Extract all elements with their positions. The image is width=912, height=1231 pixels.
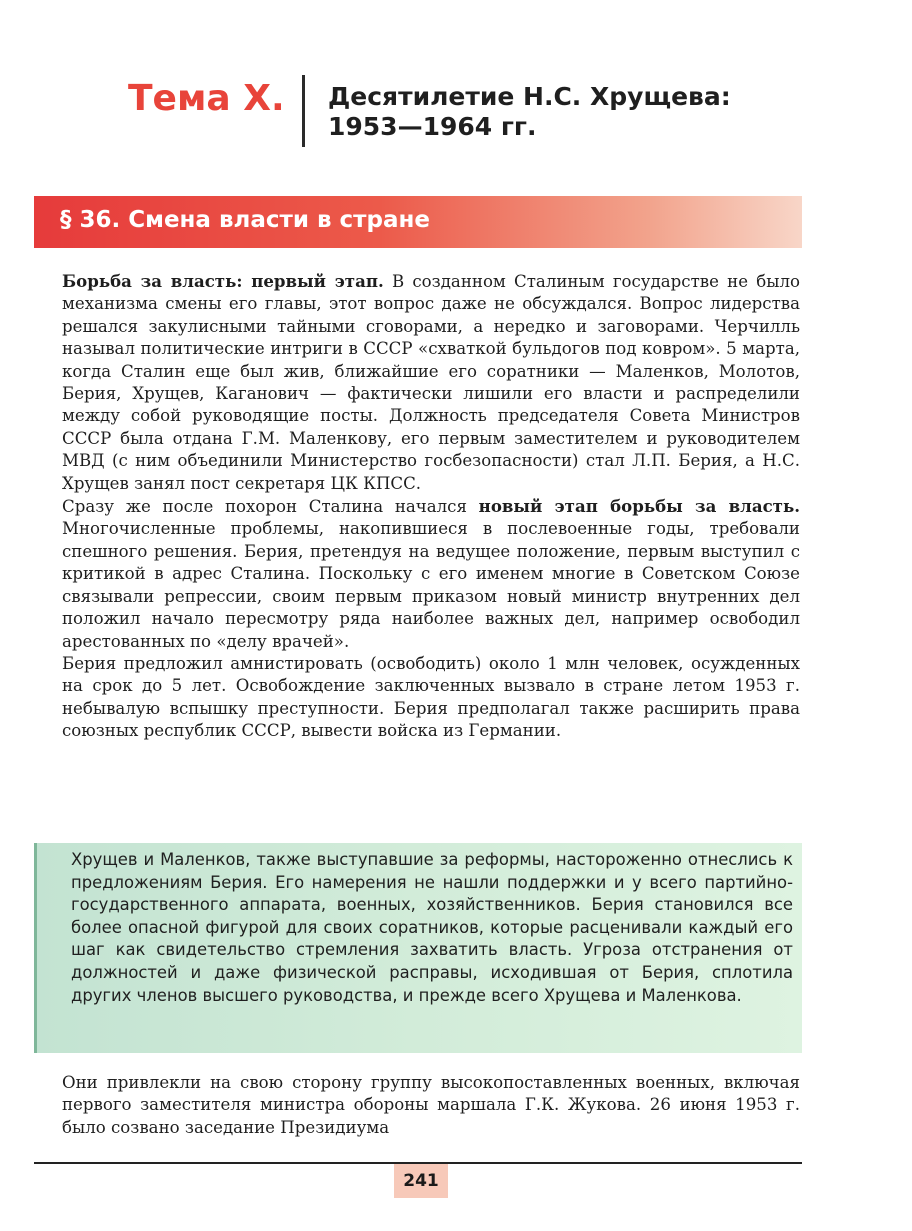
note-text: Хрущев и Маленков, также выступавшие за реформы, настороженно отнеслись к предложениям Берия. Его намерения не нашли поддержки и у всего партийно-государственного аппарата, военных, хозяйственников. Берия становился все более опасной фигурой для своих соратников, которые расценивали каждый его шаг как свидетельство стремления захватить власть. Угроза отстранения от должностей и даже физической расправы, исходившая от Берия, сплотила других членов высшего руководства, и прежде всего Хрущева и Маленкова. xyxy=(71,850,793,1005)
paragraph-3: Берия предложил амнистировать (освободить) около 1 млн человек, осужденных на срок до 5 лет. Освобождение заключенных вызвало в стране летом 1953 г. небывалую вспышку преступности. Берия предполагал также расширить права союзных республик СССР, вывести войска из Германии. xyxy=(62,653,800,741)
topic-title-line1: Десятилетие Н.С. Хрущева: xyxy=(328,82,731,111)
paragraph-2-bold: новый этап борьбы за власть. xyxy=(478,496,800,517)
paragraph-1 xyxy=(62,270,800,495)
paragraph-2 xyxy=(62,495,800,653)
topic-header xyxy=(128,70,828,150)
paragraph-2-start: Сразу же после похорон Сталина начался xyxy=(62,497,479,517)
paragraph-1-heading: Борьба за власть: первый этап. xyxy=(62,271,384,291)
topic-label: Тема X. xyxy=(128,78,285,119)
paragraph-4: Они привлекли на свою сторону группу высокопоставленных военных, включая первого заместителя министра обороны маршала Г.К. Жукова. 26 июня 1953 г. было созвано заседание Президиума xyxy=(62,1073,800,1137)
section-banner xyxy=(34,196,802,248)
section-title: § 36. Смена власти в стране xyxy=(60,207,430,233)
topic-divider xyxy=(302,75,305,147)
paragraph-2-rest: Многочисленные проблемы, накопившиеся в послевоенные годы, требовали спешного решения. Берия, претендуя на ведущее положение, первым выступил с критикой в адрес Сталина. Поскольку с его именем многие в Советском Союзе связывали репрессии, своим первым приказом новый министр внутренних дел положил начало пересмотру ряда наиболее важных дел, например освободил арестованных по «делу врачей». xyxy=(62,519,800,651)
paragraph-1-text: В созданном Сталиным государстве не было механизма смены его главы, этот вопрос даже не обсуждался. Вопрос лидерства решался закулисными тайными сговорами, а нередко и заговорами. Черчилль называл политические интриги в СССР «схваткой бульдогов под ковром». 5 марта, когда Сталин еще был жив, ближайшие его соратники — Маленков, Молотов, Берия, Хрущев, Каганович — фактически лишили его власти и распределили между собой руководящие посты. Должность председателя Совета Министров СССР была отдана Г.М. Маленкову, его первым заместителем и руководителем МВД (с ним объединили Министерство госбезопасности) стал Л.П. Берия, а Н.С. Хрущев занял пост секретаря ЦК КПСС. xyxy=(62,272,800,493)
body-text-upper xyxy=(62,270,800,743)
note-box xyxy=(34,843,802,1053)
body-text-lower xyxy=(62,1072,800,1139)
topic-title-line2: 1953—1964 гг. xyxy=(328,112,537,141)
topic-title xyxy=(328,82,731,142)
page-number: 241 xyxy=(394,1164,448,1198)
